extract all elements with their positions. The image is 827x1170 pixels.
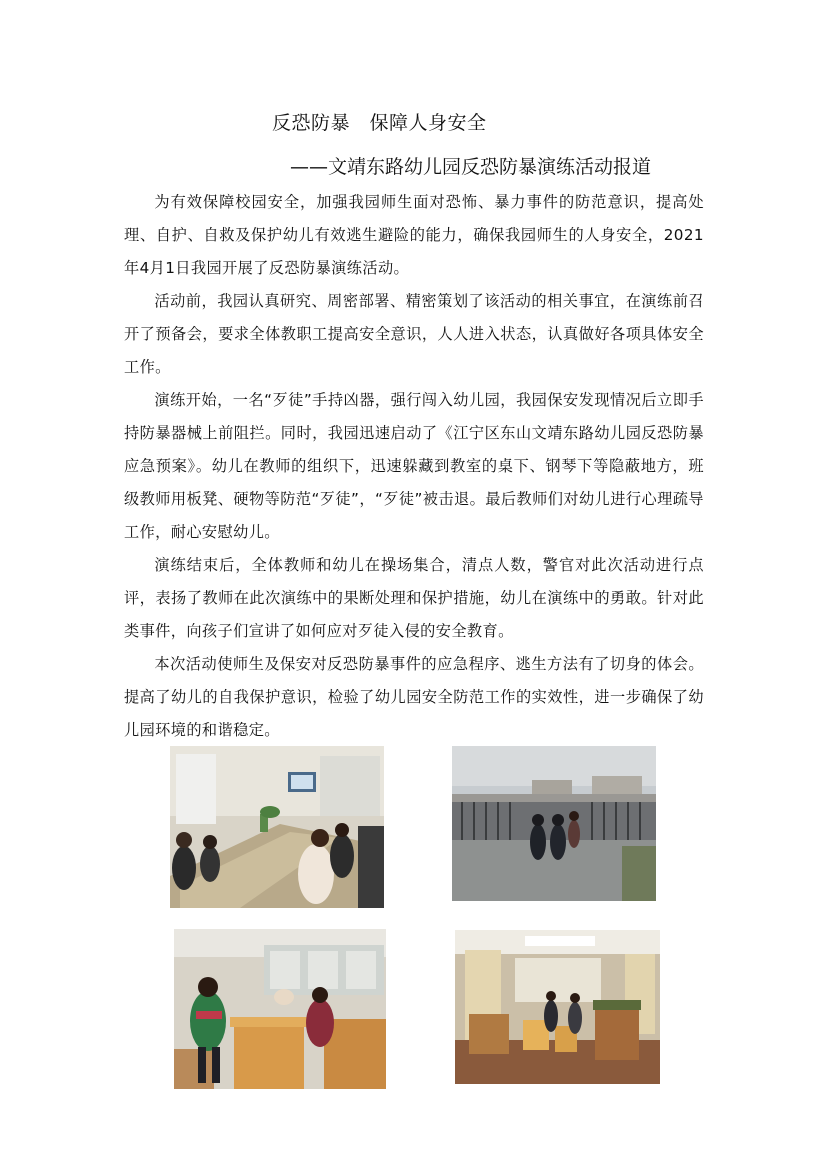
document-subtitle: ——文靖东路幼儿园反恐防暴演练活动报道 — [290, 156, 652, 178]
photo-gate-drill-image — [452, 746, 656, 901]
paragraph-2: 活动前，我园认真研究、周密部署、精密策划了该活动的相关事宜，在演练前召开了预备会，要求全体教职工提高安全意识，人人进入状态，认真做好各项具体安全工作。 — [124, 292, 704, 376]
paragraph-3: 演练开始，一名“歹徒”手持凶器，强行闯入幼儿园，我园保安发现情况后立即手持防暴器械上前阻拦。同时，我园迅速启动了《江宁区东山文靖东路幼儿园反恐防暴应急预案》。幼儿在教师的组织下，迅速躲藏到教室的桌下、钢琴下等隐蔽地方，班级教师用板凳、硬物等防范“歹徒”，“歹徒”被击退。最后教师们对幼儿进行心理疏导工作，耐心安慰幼儿。 — [124, 391, 704, 541]
photo-classroom-defense-image — [174, 929, 386, 1089]
paragraph-1: 为有效保障校园安全，加强我园师生面对恐怖、暴力事件的防范意识，提高处理、自护、自救及保护幼儿有效逃生避险的能力，确保我园师生的人身安全，2021年4月1日我园开展了反恐防暴演练活动。 — [124, 193, 704, 277]
paragraph-4: 演练结束后，全体教师和幼儿在操场集合，清点人数，警官对此次活动进行点评，表扬了教师在此次演练中的果断处理和保护措施，幼儿在演练中的勇敢。针对此类事件，向孩子们宣讲了如何应对歹徒入侵的安全教育。 — [124, 556, 704, 640]
photo-classroom-defense — [174, 929, 386, 1089]
paragraph-5: 本次活动使师生及保安对反恐防暴事件的应急程序、逃生方法有了切身的体会。提高了幼儿的自我保护意识，检验了幼儿园安全防范工作的实效性，进一步确保了幼儿园环境的和谐稳定。 — [124, 655, 704, 739]
photo-playroom-image — [455, 930, 660, 1084]
photo-playroom — [455, 930, 660, 1084]
photo-gate-drill — [452, 746, 656, 901]
photo-meeting-room — [170, 746, 384, 908]
photo-meeting-room-image — [170, 746, 384, 908]
document-title: 反恐防暴 保障人身安全 — [272, 112, 487, 134]
article-body — [124, 186, 704, 747]
